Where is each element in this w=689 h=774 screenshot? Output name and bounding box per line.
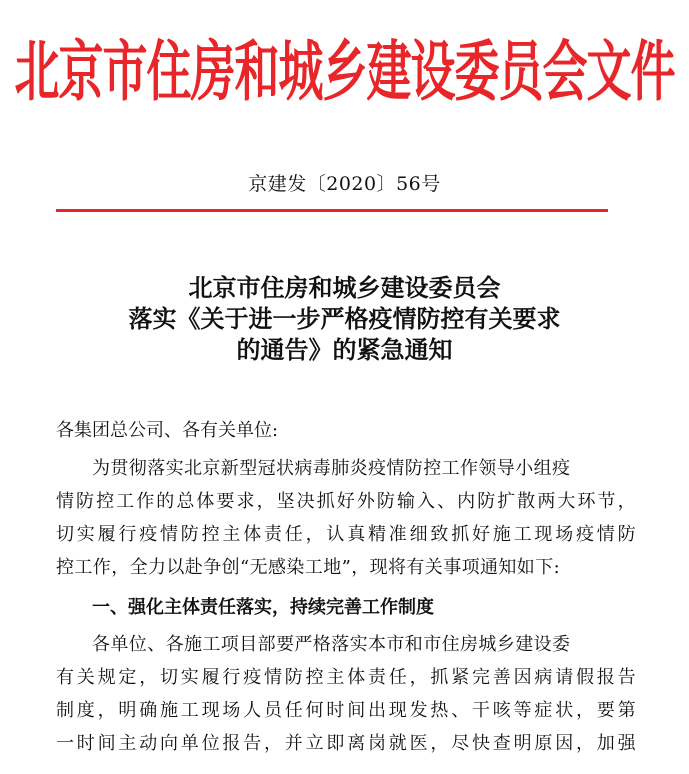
addressee: 各集团总公司、各有关单位: — [56, 420, 279, 441]
paragraph-1 — [56, 452, 636, 584]
red-divider-line — [56, 209, 608, 212]
paragraph-2 — [56, 628, 636, 760]
notice-title — [0, 272, 689, 365]
notice-title-line: 落实《关于进一步严格疫情防控有关要求 — [128, 304, 561, 333]
notice-title-line: 的通告》的紧急通知 — [236, 335, 453, 364]
section-heading: 一、强化主体责任落实，持续完善工作制度 — [92, 597, 434, 618]
document-header-title: 北京市住房和城乡建设委员会文件 — [14, 32, 675, 110]
document-number: 京建发〔2020〕56号 — [248, 173, 441, 195]
paragraph-line: 为贯彻落实北京新型冠状病毒肺炎疫情防控工作领导小组疫 — [92, 458, 571, 479]
paragraph-line: 有关规定，切实履行疫情防控主体责任，抓紧完善因病请假报告 — [56, 667, 636, 688]
paragraph-line: 控工作，全力以赴争创“无感染工地”，现将有关事项通知如下: — [56, 557, 561, 578]
paragraph-line: 情防控工作的总体要求，坚决抓好外防输入、内防扩散两大环节， — [56, 491, 636, 512]
notice-title-line: 北京市住房和城乡建设委员会 — [188, 273, 501, 302]
paragraph-line: 各单位、各施工项目部要严格落实本市和市住房城乡建设委 — [92, 634, 571, 655]
paragraph-line: 制度，明确施工现场人员任何时间出现发热、干咳等症状，要第 — [56, 700, 636, 721]
paragraph-line: 切实履行疫情防控主体责任，认真精准细致抓好施工现场疫情防 — [56, 524, 636, 545]
paragraph-line: 一时间主动向单位报告，并立即离岗就医，尽快查明原因，加强 — [56, 733, 636, 754]
